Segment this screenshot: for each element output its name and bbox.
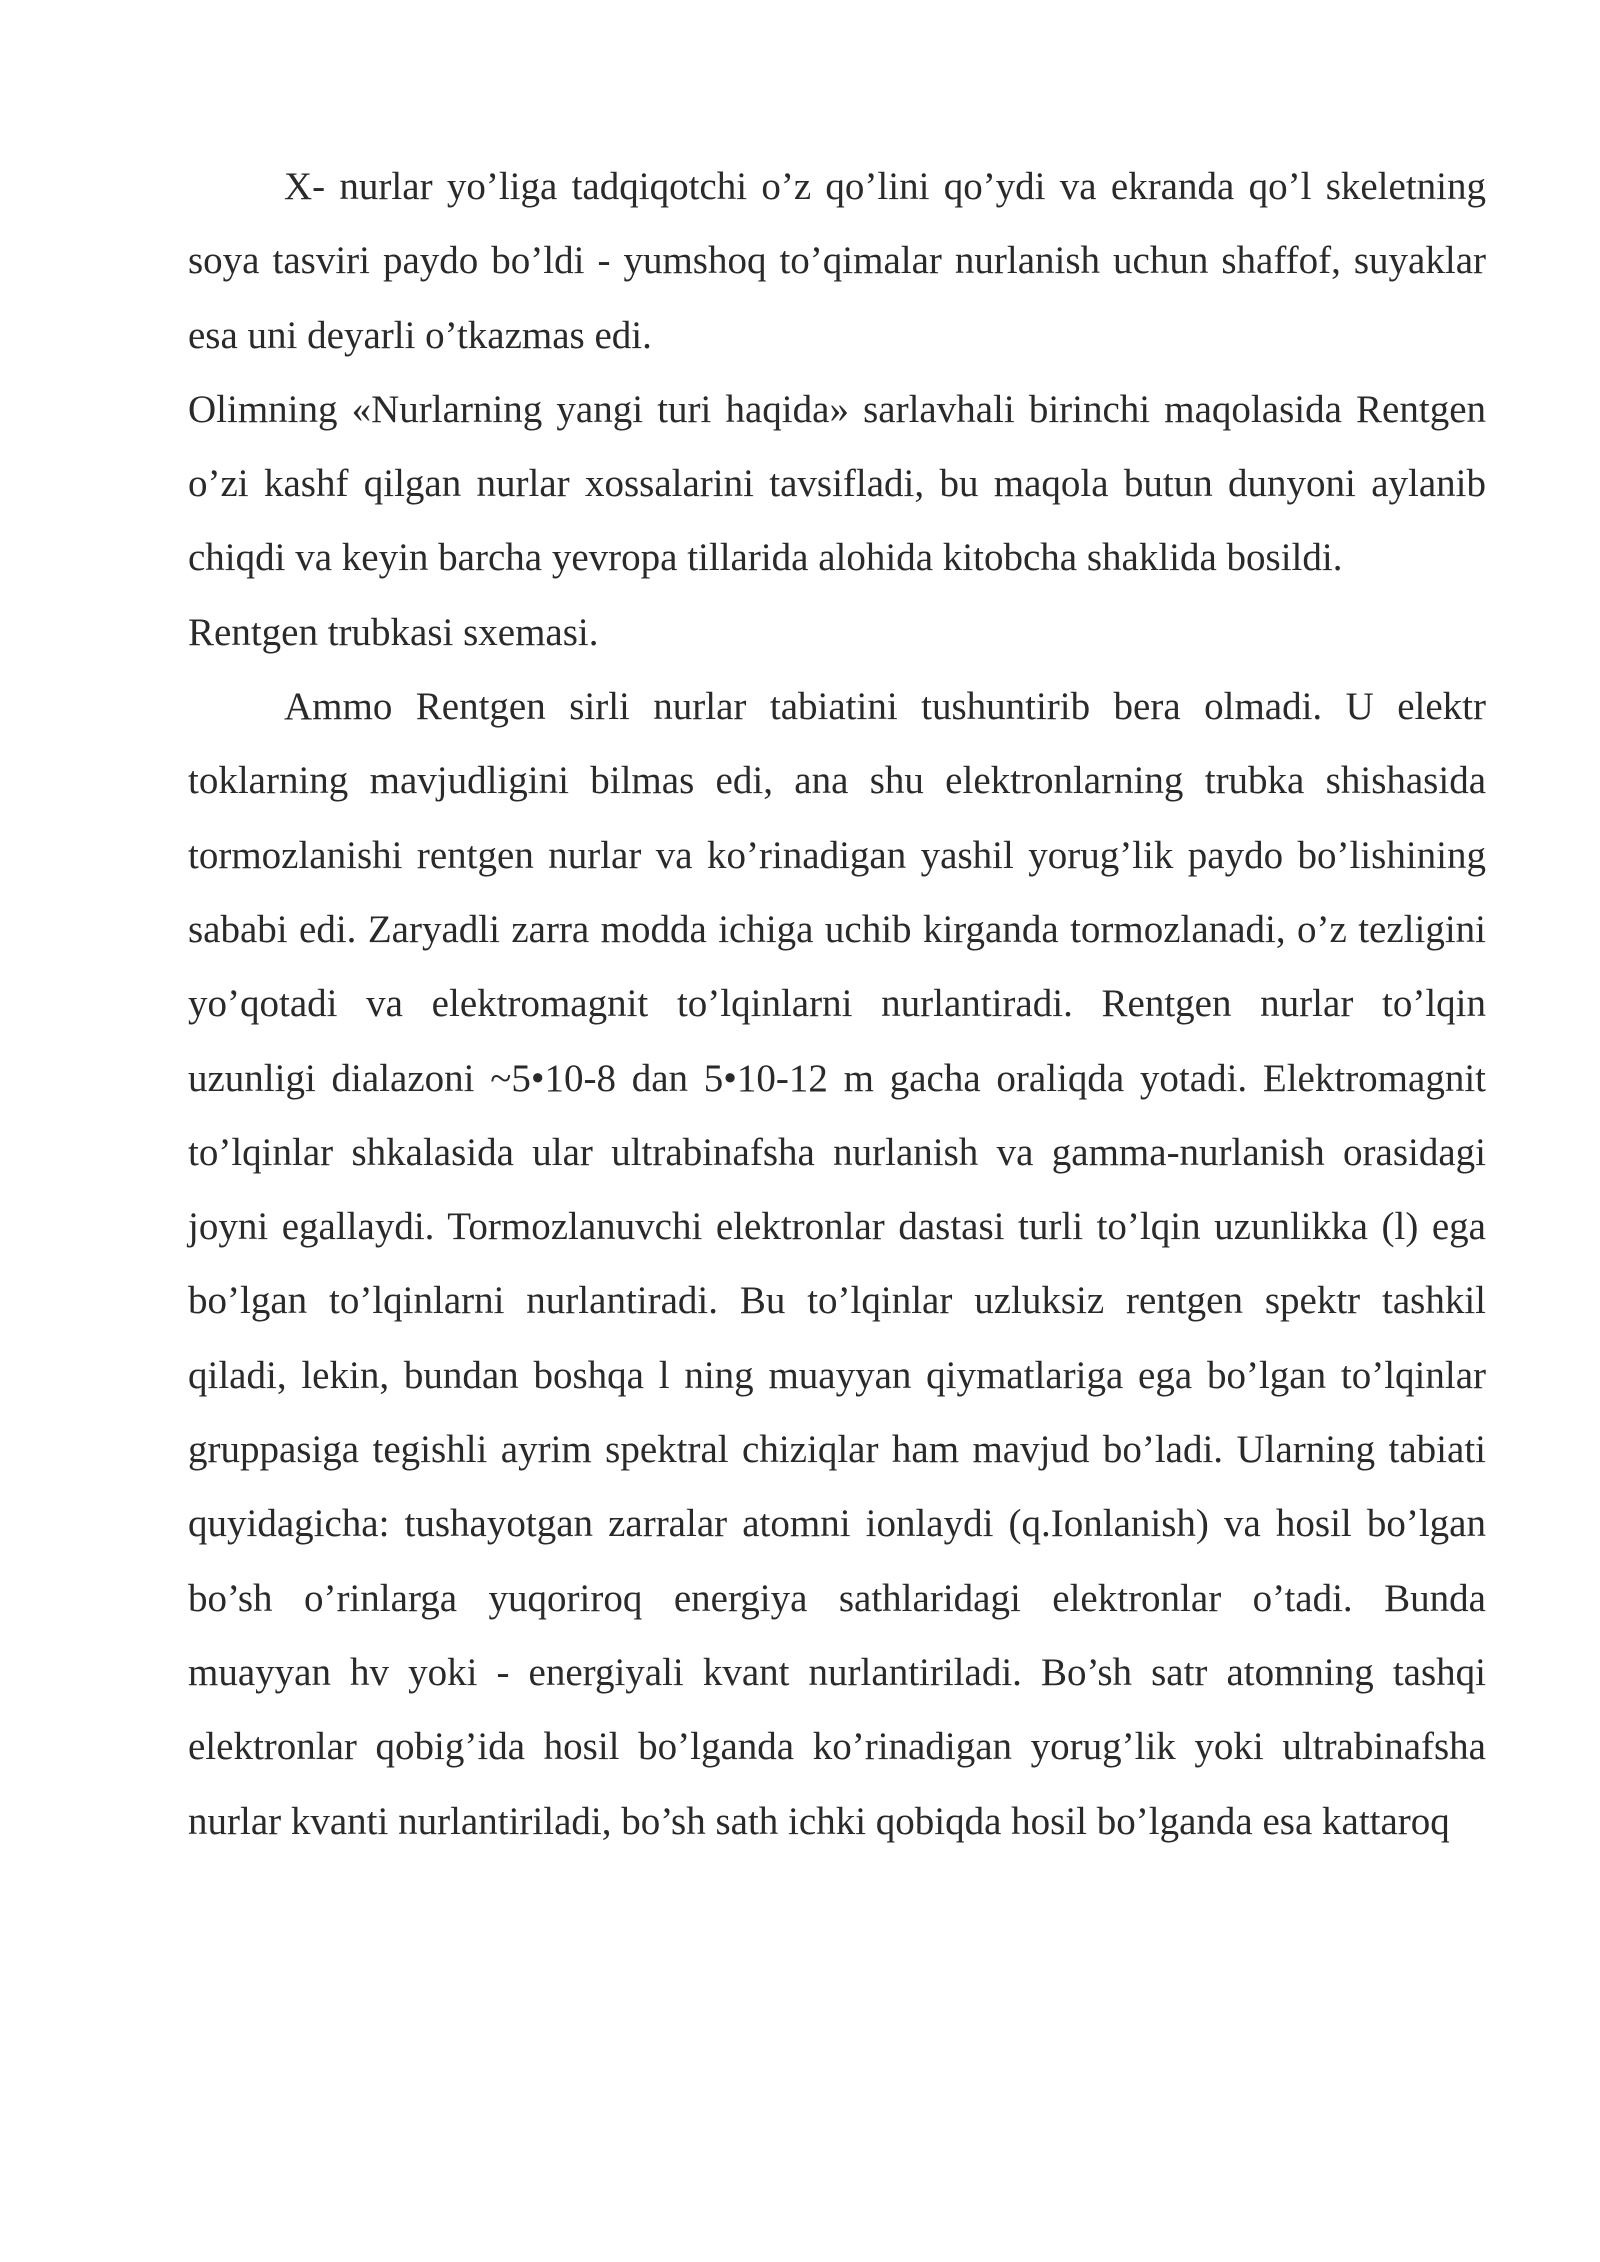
paragraph-first-article: Olimning «Nurlarning yangi turi haqida» sarlavhali birinchi maqolasida Rentgen o’zi kashf qilgan nurlar xossalarini tavsifladi, bu maqola butun dunyoni aylanib chiqdi va keyin barcha yevropa tillarida alohida kitobcha shaklida bosildi. — [188, 387, 1486, 580]
paragraph-xray-hand: X- nurlar yo’liga tadqiqotchi o’z qo’lini qo’ydi va ekranda qo’l skeletning soya tasviri paydo bo’ldi - yumshoq to’qimalar nurlanish uchun shaffof, suyaklar esa uni deyarli o’tkazmas edi. — [188, 165, 1486, 357]
paragraph-tube-caption: Rentgen trubkasi sxemasi. — [188, 610, 599, 654]
document-page — [188, 150, 1486, 1859]
paragraph-nature-of-rays: Ammo Rentgen sirli nurlar tabiatini tushuntirib bera olmadi. U elektr toklarning mavjudligini bilmas edi, ana shu elektronlarning trubka shishasida tormozlanishi rentgen nurlar va ko’rinadigan yashil yorug’lik paydo bo’lishining sababi edi. Zaryadli zarra modda ichiga uchib kirganda tormozlanadi, o’z tezligini yo’qotadi va elektromagnit to’lqinlarni nurlantiradi. Rentgen nurlar to’lqin uzunligi dialazoni ~5•10-8 dan 5•10-12 m gacha oraliqda yotadi. Elektromagnit to’lqinlar shkalasida ular ultrabinafsha nurlanish va gamma-nurlanish orasidagi joyni egallaydi. Tormozlanuvchi elektronlar dastasi turli to’lqin uzunlikka (l) ega bo’lgan to’lqinlarni nurlantiradi. Bu to’lqinlar uzluksiz rentgen spektr tashkil qiladi, lekin, bundan boshqa l ning muayyan qiymatlariga ega bo’lgan to’lqinlar gruppasiga tegishli ayrim spektral chiziqlar ham mavjud bo’ladi. Ularning tabiati quyidagicha: tushayotgan zarralar atomni ionlaydi (q.Ionlanish) va hosil bo’lgan bo’sh o’rinlarga yuqoriroq energiya sathlaridagi elektronlar o’tadi. Bunda muayyan hv yoki - energiyali kvant nurlantiriladi. Bo’sh satr atomning tashqi elektronlar qobig’ida hosil bo’lganda ko’rinadigan yorug’lik yoki ultrabinafsha nurlar kvanti nurlantiriladi, bo’sh sath ichki qobiqda hosil bo’lganda esa kattaroq — [188, 685, 1486, 1843]
